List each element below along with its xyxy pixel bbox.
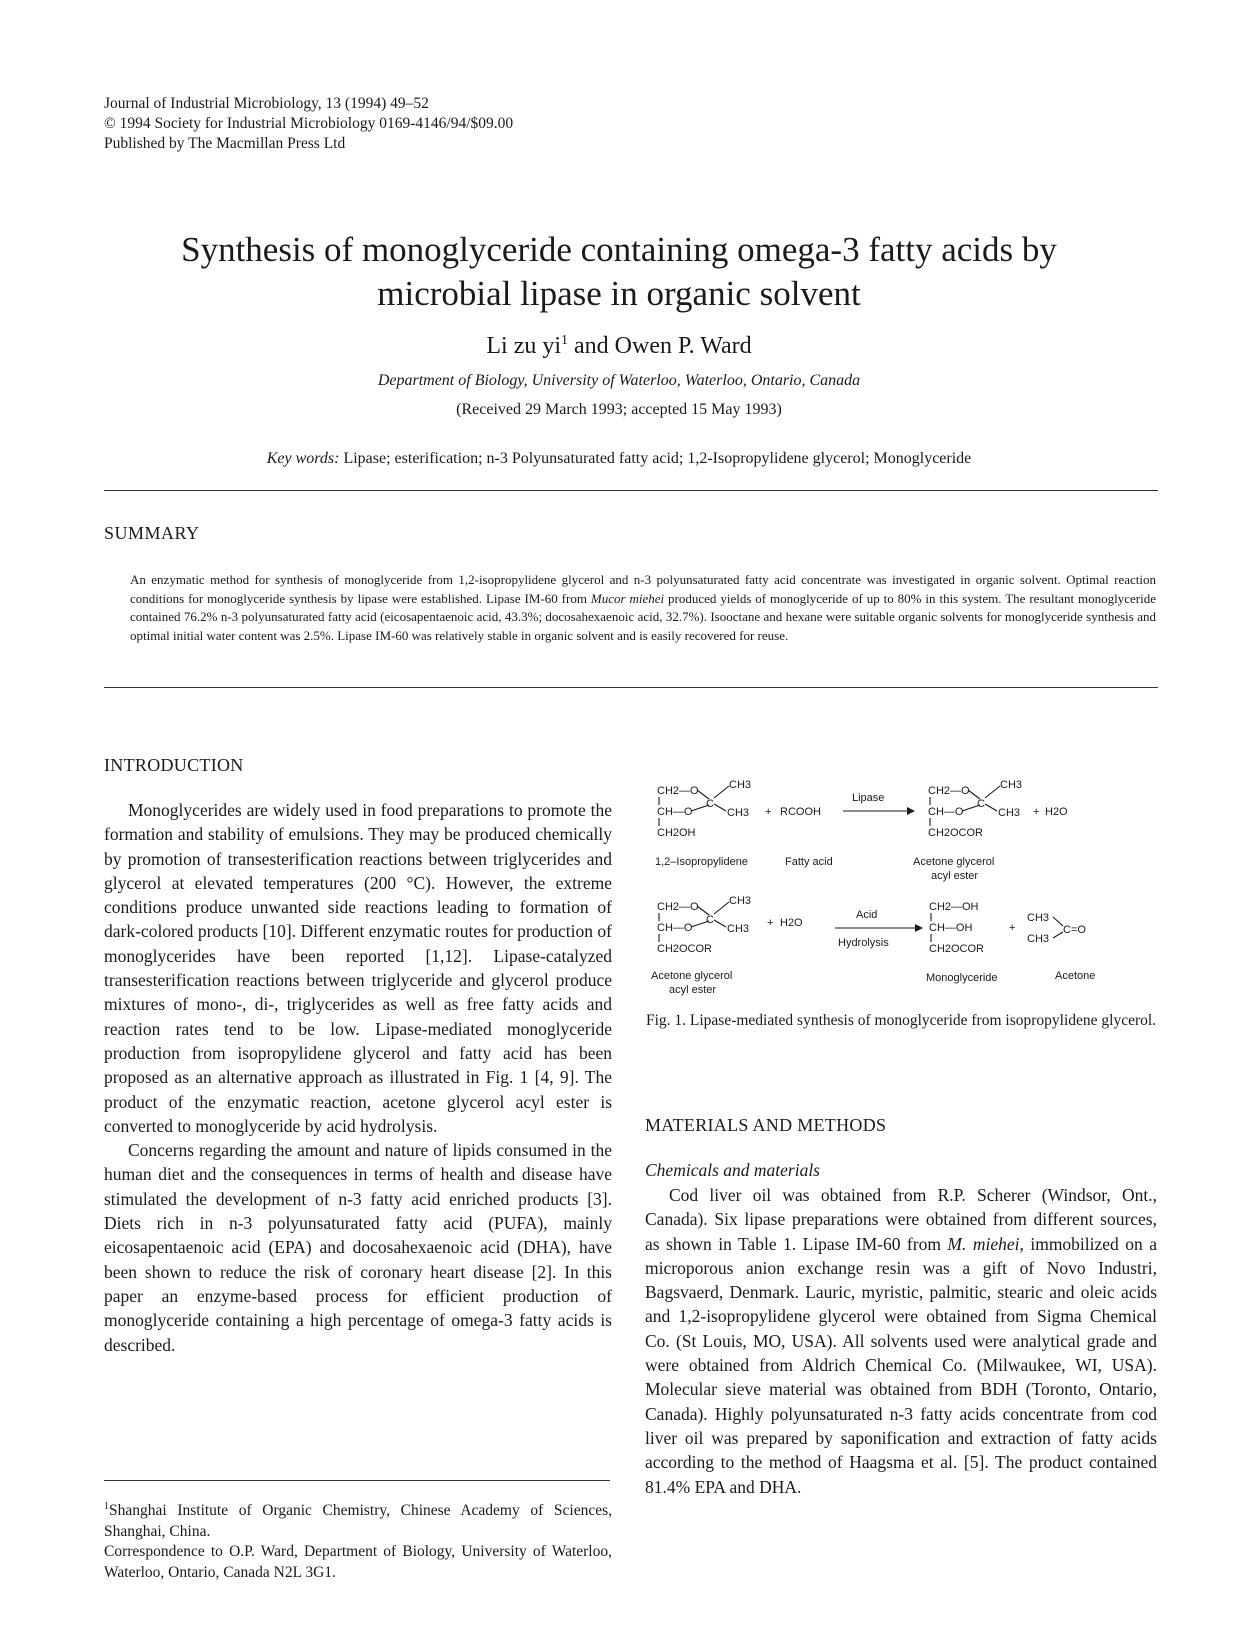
atom-label: CH—O <box>928 806 964 818</box>
summary-text <box>130 571 1156 645</box>
footnote-affiliation <box>104 1497 612 1542</box>
methods-species: M. miehei <box>947 1233 1020 1254</box>
title-line-1: Synthesis of monoglyceride containing omega-3 fatty acids by <box>181 230 1057 269</box>
atom-label: CH3 <box>1027 933 1050 945</box>
summary-part-2: produced yields of monoglyceride of up to 80% in this system. The resultant monoglyceride contained 76.2% n-3 polyunsaturated fatty acid (eicosapentaenoic acid, 43.3%; docosahexaenoic acid, 32.7%). Isooctane and hexane were suitable organic solvents for monoglyceride synthesis and optimal initial water content was 2.5%. Lipase IM-60 was relatively stable in organic solvent and is easily recovered for reuse. <box>130 590 1157 643</box>
author-list <box>0 333 1238 360</box>
footnotes <box>104 1497 612 1583</box>
figure-1-scheme <box>645 780 1157 1032</box>
keywords <box>0 450 1238 468</box>
summary-part-1: An enzymatic method for synthesis of monoglyceride from 1,2-isopropylidene glycerol and n-3 polyunsaturated fatty acid concentrate was investigated in organic solvent. Optimal reaction conditions for monoglyceride synthesis by lipase were established. Lipase IM-60 from <box>130 572 1156 606</box>
atom-label: CH2OCOR <box>928 827 984 839</box>
affiliation: Department of Biology, University of Waterloo, Waterloo, Ontario, Canada <box>377 372 861 389</box>
label-fatty-acid: Fatty acid <box>785 856 833 868</box>
journal-header <box>104 94 513 154</box>
footnote-affiliation-text: Shanghai Institute of Organic Chemistry, Chinese Academy of Sciences, Shanghai, China. <box>104 1502 612 1540</box>
methods-heading: MATERIALS AND METHODS <box>645 1115 887 1135</box>
methods-part-1: Cod liver oil was obtained from R.P. Scherer (Windsor, Ont., Canada). Six lipase preparations were obtained from different sources, as shown in Table 1. Lipase IM-60 from <box>645 1185 1157 1254</box>
received-dates: (Received 29 March 1993; accepted 15 May 1993) <box>456 401 782 418</box>
label-acetone: Acetone <box>1055 970 1096 982</box>
bond <box>1053 917 1063 926</box>
acyl-ester-reactant-structure <box>657 895 751 955</box>
atom-label: CH2—O <box>657 901 699 913</box>
label-acyl-ester: acyl ester <box>931 870 979 882</box>
atom-label: CH3 <box>729 895 752 907</box>
divider-bottom <box>104 687 1158 688</box>
label-acetone-glycerol: Acetone glycerol <box>913 856 995 868</box>
summary-species: Mucor miehei <box>590 590 665 606</box>
atom-label: CH—O <box>657 922 693 934</box>
journal-citation: Journal of Industrial Microbiology, 13 (1994) 49–52 <box>104 95 429 112</box>
atom-label: C <box>706 914 714 926</box>
methods-subheading: Chemicals and materials <box>645 1160 820 1180</box>
atom-label: CH2OH <box>657 827 696 839</box>
keywords-label: Key words: <box>266 450 340 467</box>
atom-label: CH2—OH <box>929 901 979 913</box>
copyright-line: © 1994 Society for Industrial Microbiology 0169-4146/94/$09.00 <box>104 115 514 132</box>
acyl-ester-product-structure <box>928 780 1022 839</box>
acid-label: Acid <box>856 909 878 921</box>
plus-sign: + <box>767 917 774 929</box>
author-1-affil-mark: 1 <box>561 333 569 348</box>
introduction-section <box>104 755 612 1357</box>
author-1: Li zu yi <box>486 333 562 359</box>
bond <box>714 786 729 798</box>
water-formula: H2O <box>1045 806 1068 818</box>
monoglyceride-structure <box>929 901 984 955</box>
methods-body <box>645 1183 1157 1499</box>
label-acetone-glycerol: Acetone glycerol <box>651 970 733 982</box>
divider-top <box>104 490 1158 491</box>
intro-paragraph-2: Concerns regarding the amount and nature of lipids consumed in the human diet and the consequences in terms of health and disease have stimulated the development of n-3 fatty acid enriched products [3]. Diets rich in n-3 polyunsaturated fatty acid (PUFA), mainly eicosapentaenoic acid (EPA) and docosahexaenoic acid (DHA), have been shown to reduce the risk of coronary heart disease [2]. In this paper an enzyme-based process for efficient production of monoglyceride containing a high percentage of omega-3 fatty acids is described. <box>104 1140 612 1355</box>
isopropylidene-glycerol-structure <box>657 780 751 839</box>
methods-paragraph <box>645 1183 1157 1499</box>
keywords-text: Lipase; esterification; n-3 Polyunsaturated fatty acid; 1,2-Isopropylidene glycerol; Monoglyceride <box>339 450 972 467</box>
hydrolysis-label: Hydrolysis <box>838 937 889 949</box>
article-title <box>0 228 1238 316</box>
label-monoglyceride: Monoglyceride <box>926 972 998 984</box>
plus-sign: + <box>1009 922 1016 934</box>
acetone-structure <box>1027 912 1086 945</box>
atom-label: C <box>977 798 985 810</box>
methods-part-2: , immobilized on a microporous anion exchange resin was a gift of Novo Industri, Bagsvaerd, Denmark. Lauric, myristic, palmitic, stearic and oleic acids and 1,2-isopropylidene glycerol were obtained from Sigma Chemical Co. (St Louis, MO, USA). All solvents used were analytical grade and were obtained from Aldrich Chemical Co. (Milwaukee, WI, USA). Molecular sieve material was obtained from BDH (Toronto, Ontario, Canada). Highly polyunsaturated n-3 fatty acids concentrate from cod liver oil was prepared by saponification and extraction of fatty acids according to the method of Haagsma et al. [5]. The product contained 81.4% EPA and DHA. <box>645 1233 1157 1497</box>
arrowhead <box>915 924 923 932</box>
bond <box>985 804 997 811</box>
atom-label: CH2—O <box>657 785 699 797</box>
footnote-mark: 1 <box>104 1501 109 1512</box>
introduction-body <box>104 798 612 1357</box>
fatty-acid-formula: RCOOH <box>780 806 821 818</box>
label-acyl-ester: acyl ester <box>669 984 717 996</box>
bond <box>985 786 1000 798</box>
atom-label: CH3 <box>727 807 750 819</box>
bond <box>714 920 726 927</box>
footnote-rule <box>104 1480 610 1481</box>
bond <box>1053 932 1063 938</box>
summary-heading: SUMMARY <box>104 523 200 543</box>
lipase-label: Lipase <box>852 792 885 804</box>
bond <box>714 902 729 914</box>
atom-label: CH2OCOR <box>929 943 985 955</box>
introduction-heading: INTRODUCTION <box>104 755 244 775</box>
bond <box>714 804 726 811</box>
label-isopropylidene: 1,2–Isopropylidene <box>655 856 748 868</box>
atom-label: C <box>706 798 714 810</box>
plus-sign: + <box>765 806 772 818</box>
plus-sign: + <box>1033 806 1040 818</box>
atom-label: CH2—O <box>928 785 970 797</box>
intro-paragraph-1: Monoglycerides are widely used in food preparations to promote the formation and stability of emulsions. They may be produced chemically by promotion of transesterification reactions between triglycerides and glycerol at elevated temperatures (200 °C). However, the extreme conditions produce unwanted side reactions leading to formation of dark-colored products [10]. Different enzymatic routes for production of monoglycerides have been reported [1,12]. Lipase-catalyzed transesterification reactions between triglyceride and glycerol produce mixtures of mono-, di-, triglycerides as well as free fatty acids and reaction rates tend to be low. Lipase-mediated monoglyceride production from isopropylidene glycerol and fatty acid has been proposed as an alternative approach as illustrated in Fig. 1 [4, 9]. The product of the enzymatic reaction, acetone glycerol acyl ester is converted to monoglyceride by acid hydrolysis. <box>104 800 612 1136</box>
atom-label: CH3 <box>1027 912 1050 924</box>
title-line-2: microbial lipase in organic solvent <box>377 274 861 313</box>
atom-label: CH—O <box>657 806 693 818</box>
atom-label: CH2OCOR <box>657 943 713 955</box>
figure-1-caption: Fig. 1. Lipase-mediated synthesis of monoglyceride from isopropylidene glycerol. <box>645 1012 1157 1029</box>
atom-label: CH3 <box>729 780 752 791</box>
author-2: Owen P. Ward <box>614 333 752 359</box>
publisher-line: Published by The Macmillan Press Ltd <box>104 135 346 152</box>
atom-label: CH3 <box>998 807 1021 819</box>
water-formula: H2O <box>780 917 803 929</box>
atom-label: CH3 <box>727 923 750 935</box>
atom-label: C=O <box>1063 924 1086 936</box>
footnote-correspondence: Correspondence to O.P. Ward, Department of Biology, University of Waterloo, Waterloo, Ontario, Canada N2L 3G1. <box>104 1543 612 1581</box>
author-conjunction: and <box>568 333 615 359</box>
arrowhead <box>907 807 915 815</box>
atom-label: CH—OH <box>929 922 973 934</box>
atom-label: CH3 <box>1000 780 1023 791</box>
methods-section <box>645 1115 1157 1499</box>
